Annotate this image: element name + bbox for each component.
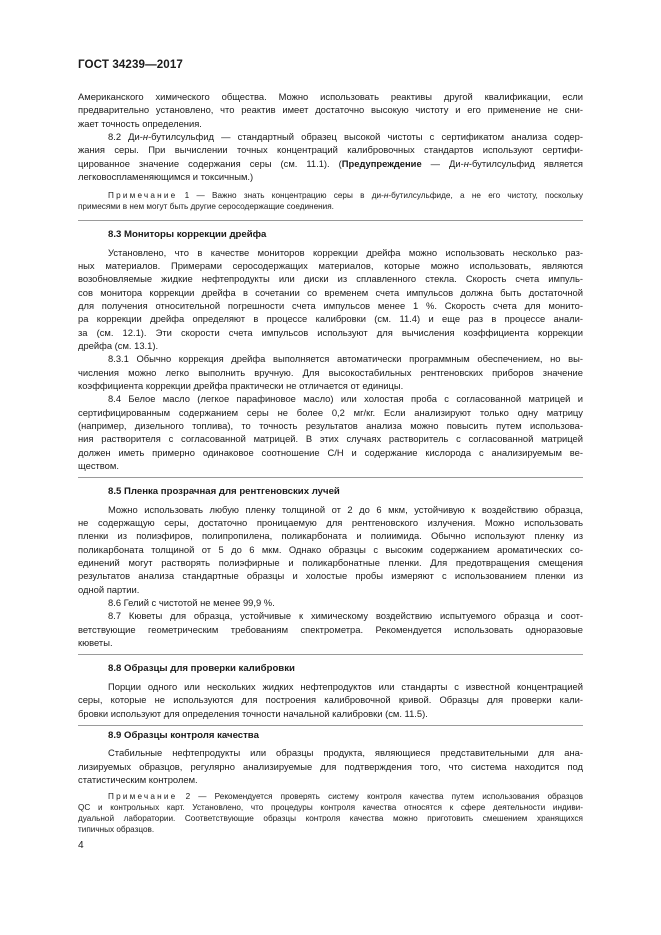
clause-8-3-line: ра коррекции дрейфа определяют в процессе калибровки (см. 11.4) и еще раз в процессе анали-: [78, 313, 583, 325]
clause-8-9-line: лизируемых образцов, регулярно анализируемые для подтверждения того, что система находится под: [78, 760, 583, 772]
note-2: Примечание 2 — Рекомендуется проверять систему контроля качества путем использования образцов: [108, 791, 583, 801]
clause-8-3-line: за (см. 12.1). Эти скорости счета импульсов используют для вычисления коэффициента коррекции: [78, 326, 583, 338]
section-heading-8-9: 8.9 Образцы контроля качества: [108, 730, 259, 742]
clause-8-5-line: поликарбоната толщиной от 5 до 6 мкм. Однако образцы с высоким содержанием ароматических со-: [78, 543, 583, 555]
clause-8-7-line: кюветы.: [78, 637, 113, 649]
paragraph-line: жает точность определения.: [78, 117, 202, 129]
section-divider: [78, 220, 583, 221]
clause-8-2-line: легковоспламеняющимся и токсичным.): [78, 170, 254, 182]
clause-8-3-line: Установлено, что в качестве мониторов коррекции дрейфа можно использовать несколько раз-: [108, 246, 583, 258]
clause-8-3-1-line: 8.3.1 Обычно коррекция дрейфа выполняется автоматически программным обеспечением, но вы-: [108, 353, 583, 365]
section-divider: [78, 654, 583, 655]
clause-8-5-line: результатов анализа стандартные образцы и холостые пробы измеряют с использованием пленки из: [78, 570, 583, 582]
clause-8-8-line: бровки используют для определения точности начальной калибровки (см. 11.5).: [78, 707, 428, 719]
clause-8-5-line: не содержащую серы, достаточно проницаемую для рентгеновского излучения. Можно использовать: [78, 517, 583, 529]
clause-8-5-line: единений могут растворять полиэфирные и поликарбонатные пленки. Для предотвращения смещения: [78, 557, 583, 569]
clause-8-8-line: серы, которые не используются для построения калибровочной кривой. Образцы для проверки кали-: [78, 694, 583, 706]
clause-8-3-line: возобновляемые жидкие нефтепродукты или диски из сплавленного стекла. Скорость счета импуль-: [78, 273, 583, 285]
clause-8-6: 8.6 Гелий с чистотой не менее 99,9 %.: [108, 597, 275, 609]
warning-label: Предупреждение: [341, 157, 422, 169]
clause-8-3-1-line: коэффициента коррекции дрейфа практически не отличается от единицы.: [78, 379, 404, 391]
note-2-line: типичных образцов.: [78, 824, 155, 834]
clause-8-3-line: дрейфа (см. 13.1).: [78, 339, 159, 351]
standard-header: ГОСТ 34239—2017: [78, 58, 183, 71]
clause-8-5-line: одной партии.: [78, 583, 140, 595]
section-heading-8-5: 8.5 Пленка прозрачная для рентгеновских лучей: [108, 485, 340, 497]
clause-8-8-line: Порции одного или нескольких жидких нефтепродуктов или стандарты с известной концентрацией: [108, 680, 583, 692]
clause-8-4-line: должен иметь примерно одинаковое соотношение С/Н и содержание кислорода с анализируемым ве-: [78, 446, 583, 458]
note-label: Примечание: [108, 190, 178, 200]
paragraph-line: Американского химического общества. Можно использовать реактивы другой квалификации, если: [78, 91, 583, 102]
clause-8-4-line: 8.4 Белое масло (легкое парафиновое масло) или холостая проба с согласованной матрицей и: [108, 393, 583, 405]
note-2-line: дуальной лаборатории. Соответствующие образцы контроля качества можно приготовить смешением хранящихся: [78, 813, 583, 823]
clause-8-4-line: ществом.: [78, 459, 119, 471]
clause-8-3-line: ных материалов. Примерами серосодержащих материалов, которые можно использовать, являются: [78, 259, 583, 271]
section-heading-8-8: 8.8 Образцы для проверки калибровки: [108, 663, 295, 675]
clause-8-5-line: пленки из полиэфиров, полипропилена, поликарбоната и полиимида. Обычно используют пленку из: [78, 530, 583, 542]
clause-8-4-line: сертифицированным содержанием серы не более 0,2 мг/кг. Если анализируют только одну матрицу: [78, 406, 583, 418]
section-heading-8-3: 8.3 Мониторы коррекции дрейфа: [108, 228, 267, 240]
page-number: 4: [78, 839, 84, 851]
clause-8-3-1-line: числения можно легко выполнить вручную. Для высокостабильных рентгеновских приборов значение: [78, 366, 583, 378]
note-1-line: примесями в нем могут быть другие серосодержащие соединения.: [78, 201, 334, 211]
clause-8-3-line: для получения относительной погрешности счета импульсов менее 1 %. Скорость счета для монито-: [78, 299, 583, 311]
section-divider: [78, 725, 583, 726]
clause-8-2-line: цированное значение содержания серы (см. 11.1). (Предупреждение — Ди-н-бутилсульфид является: [78, 157, 584, 169]
clause-8-7-line: ветствующие геометрическим требованиям спектрометра. Рекомендуется использовать одноразовые: [78, 623, 583, 635]
clause-8-7-line: 8.7 Кюветы для образца, устойчивые к химическому воздействию испытуемого образца и соот-: [108, 610, 583, 622]
clause-8-3-line: сов монитора коррекции дрейфа в сочетании со временем счета импульсов должна быть достаточной: [78, 286, 583, 298]
clause-8-4-line: (например, дизельного топлива), то точность результатов анализа можно повысить путем использова-: [78, 419, 583, 431]
clause-8-5-line: Можно использовать любую пленку толщиной от 2 до 6 мкм, устойчивую к воздействию образца,: [108, 503, 583, 515]
clause-8-9-line: Стабильные нефтепродукты или образцы продукта, являющиеся представительными для ана-: [108, 747, 583, 759]
note-label: Примечание: [108, 791, 178, 801]
note-2-line: QC и контрольных карт. Установлено, что процедуры контроля качества относятся к сфере деятельности индиви-: [78, 802, 583, 812]
paragraph-line: предварительно установлено, что реактив имеет достаточно высокую чистоту и его применение не сни-: [78, 104, 583, 116]
clause-8-2-line: 8.2 Ди-н-бутилсульфид — стандартный образец высокой чистоты с сертификатом анализа содер-: [108, 130, 583, 142]
clause-8-4-line: ния растворителя с согласованной матрицей. В этих случаях растворитель с согласованной матрицей: [78, 433, 583, 445]
note-1: Примечание 1 — Важно знать концентрацию серы в ди-н-бутилсульфиде, а не его чистоту, поскольку: [108, 190, 583, 200]
clause-8-9-line: статистическим контролем.: [78, 773, 198, 785]
clause-8-2-line: жания серы. При вычислении точных концентраций калибровочных стандартов используют сертифи-: [78, 144, 583, 156]
section-divider: [78, 477, 583, 478]
